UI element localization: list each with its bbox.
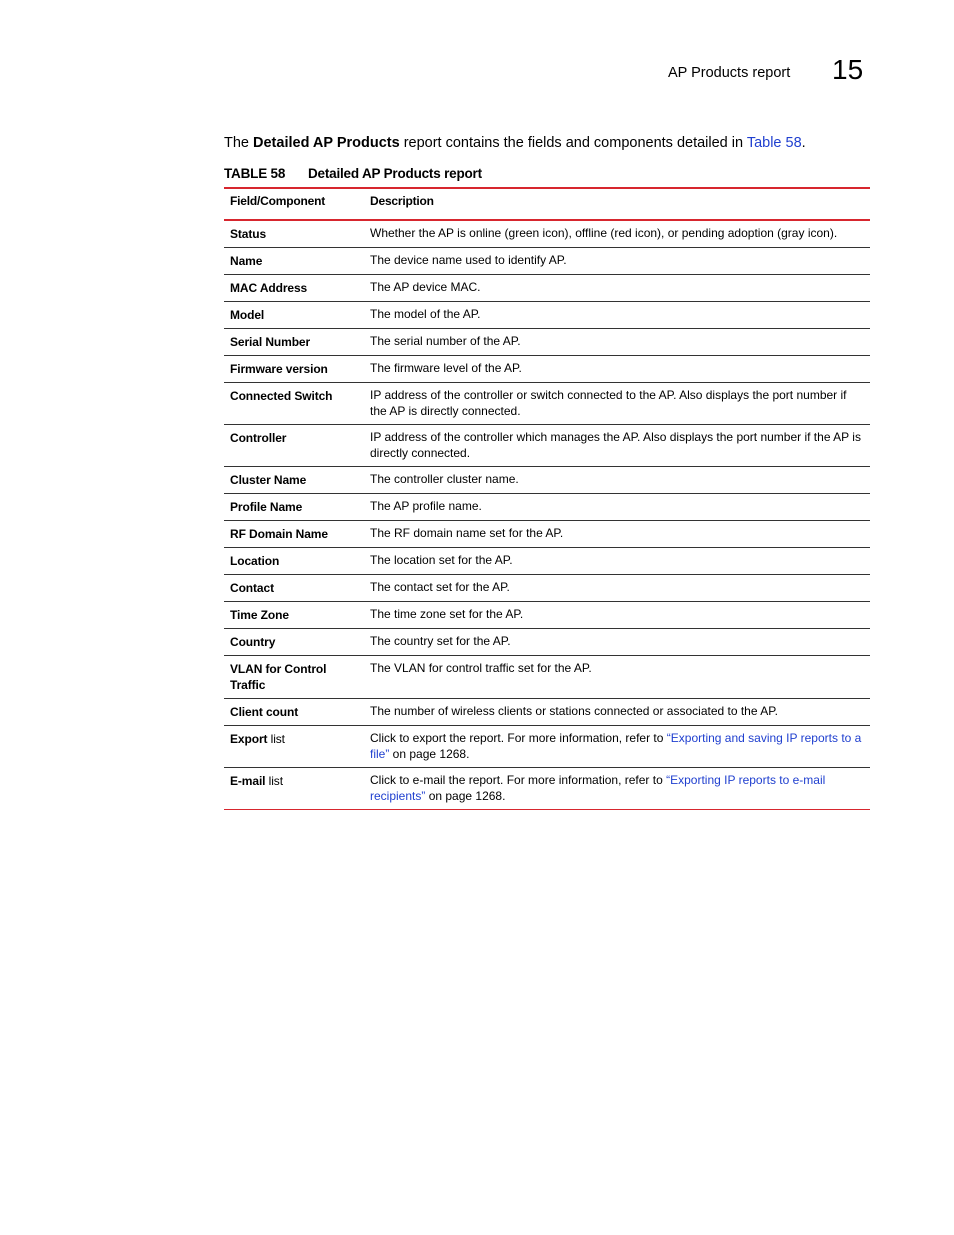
- intro-post: .: [801, 135, 806, 151]
- email-field-name: E-mail: [230, 774, 266, 788]
- table-row: [224, 329, 870, 356]
- table-row: [224, 275, 870, 302]
- field-cell: Name: [224, 248, 364, 275]
- field-cell: RF Domain Name: [224, 521, 364, 548]
- field-cell: Country: [224, 629, 364, 656]
- field-cell: VLAN for Control Traffic: [224, 656, 364, 699]
- field-cell: Client count: [224, 699, 364, 726]
- description-cell: The controller cluster name.: [364, 467, 870, 494]
- description-cell: The device name used to identify AP.: [364, 248, 870, 275]
- intro-pre: The: [224, 135, 254, 151]
- description-cell: The AP profile name.: [364, 494, 870, 521]
- field-cell: Profile Name: [224, 494, 364, 521]
- description-cell: IP address of the controller or switch connected to the AP. Also displays the port number if the AP is directly connected.: [364, 383, 870, 425]
- header-field: Field/Component: [224, 188, 364, 220]
- table-row: [224, 248, 870, 275]
- field-cell: Firmware version: [224, 356, 364, 383]
- description-cell-email: [364, 768, 870, 810]
- table-row: [224, 548, 870, 575]
- table-row: [224, 629, 870, 656]
- description-cell: The serial number of the AP.: [364, 329, 870, 356]
- intro-bold: Detailed AP Products: [253, 135, 400, 151]
- field-cell-email: [224, 768, 364, 810]
- description-cell: The location set for the AP.: [364, 548, 870, 575]
- field-cell: MAC Address: [224, 275, 364, 302]
- email-desc-post: on page 1268.: [425, 789, 506, 803]
- description-cell: The RF domain name set for the AP.: [364, 521, 870, 548]
- table-row: [224, 356, 870, 383]
- field-cell: Cluster Name: [224, 467, 364, 494]
- field-cell: Contact: [224, 575, 364, 602]
- description-cell: The model of the AP.: [364, 302, 870, 329]
- export-desc-post: on page 1268.: [389, 747, 470, 761]
- table-row: [224, 302, 870, 329]
- table-row-email: [224, 768, 870, 810]
- export-field-name: Export: [230, 732, 268, 746]
- fields-table: [224, 187, 870, 810]
- description-cell: The time zone set for the AP.: [364, 602, 870, 629]
- table-caption-label: TABLE 58: [224, 166, 286, 181]
- table-row: [224, 602, 870, 629]
- export-reference-link[interactable]: “Exporting and saving IP reports to a file”: [370, 731, 862, 761]
- description-cell: The AP device MAC.: [364, 275, 870, 302]
- intro-paragraph: [224, 135, 806, 151]
- description-cell: The firmware level of the AP.: [364, 356, 870, 383]
- section-title: AP Products report: [668, 65, 791, 81]
- field-cell: Location: [224, 548, 364, 575]
- table-caption-title: Detailed AP Products report: [308, 166, 482, 181]
- table-row: [224, 494, 870, 521]
- description-cell: IP address of the controller which manages the AP. Also displays the port number if the AP is directly connected.: [364, 425, 870, 467]
- field-cell: Serial Number: [224, 329, 364, 356]
- description-cell: The number of wireless clients or stations connected or associated to the AP.: [364, 699, 870, 726]
- table-row: [224, 467, 870, 494]
- table-header-row: [224, 188, 870, 220]
- header-description: Description: [364, 188, 870, 220]
- chapter-number: 15: [832, 54, 864, 85]
- description-cell-export: [364, 726, 870, 768]
- table-row: [224, 699, 870, 726]
- table-row: [224, 383, 870, 425]
- email-field-suffix: list: [265, 774, 283, 788]
- field-cell-export: [224, 726, 364, 768]
- field-cell: Controller: [224, 425, 364, 467]
- field-cell: Time Zone: [224, 602, 364, 629]
- table-caption: [224, 166, 482, 181]
- table-row: [224, 425, 870, 467]
- table-58-link[interactable]: Table 58: [746, 135, 802, 151]
- field-cell: Model: [224, 302, 364, 329]
- description-cell: Whether the AP is online (green icon), offline (red icon), or pending adoption (gray icon).: [364, 220, 870, 248]
- description-cell: The VLAN for control traffic set for the AP.: [364, 656, 870, 699]
- table-row: [224, 220, 870, 248]
- email-reference-link[interactable]: “Exporting IP reports to e-mail recipients”: [370, 773, 826, 803]
- table-row: [224, 575, 870, 602]
- table-row: [224, 521, 870, 548]
- email-desc-pre: Click to e-mail the report. For more information, refer to: [370, 773, 667, 787]
- field-cell: Status: [224, 220, 364, 248]
- export-desc-pre: Click to export the report. For more information, refer to: [370, 731, 667, 745]
- intro-mid: report contains the fields and components detailed in: [399, 135, 747, 151]
- description-cell: The contact set for the AP.: [364, 575, 870, 602]
- field-cell: Connected Switch: [224, 383, 364, 425]
- description-cell: The country set for the AP.: [364, 629, 870, 656]
- table-row: [224, 656, 870, 699]
- table-row-export: [224, 726, 870, 768]
- export-field-suffix: list: [267, 732, 285, 746]
